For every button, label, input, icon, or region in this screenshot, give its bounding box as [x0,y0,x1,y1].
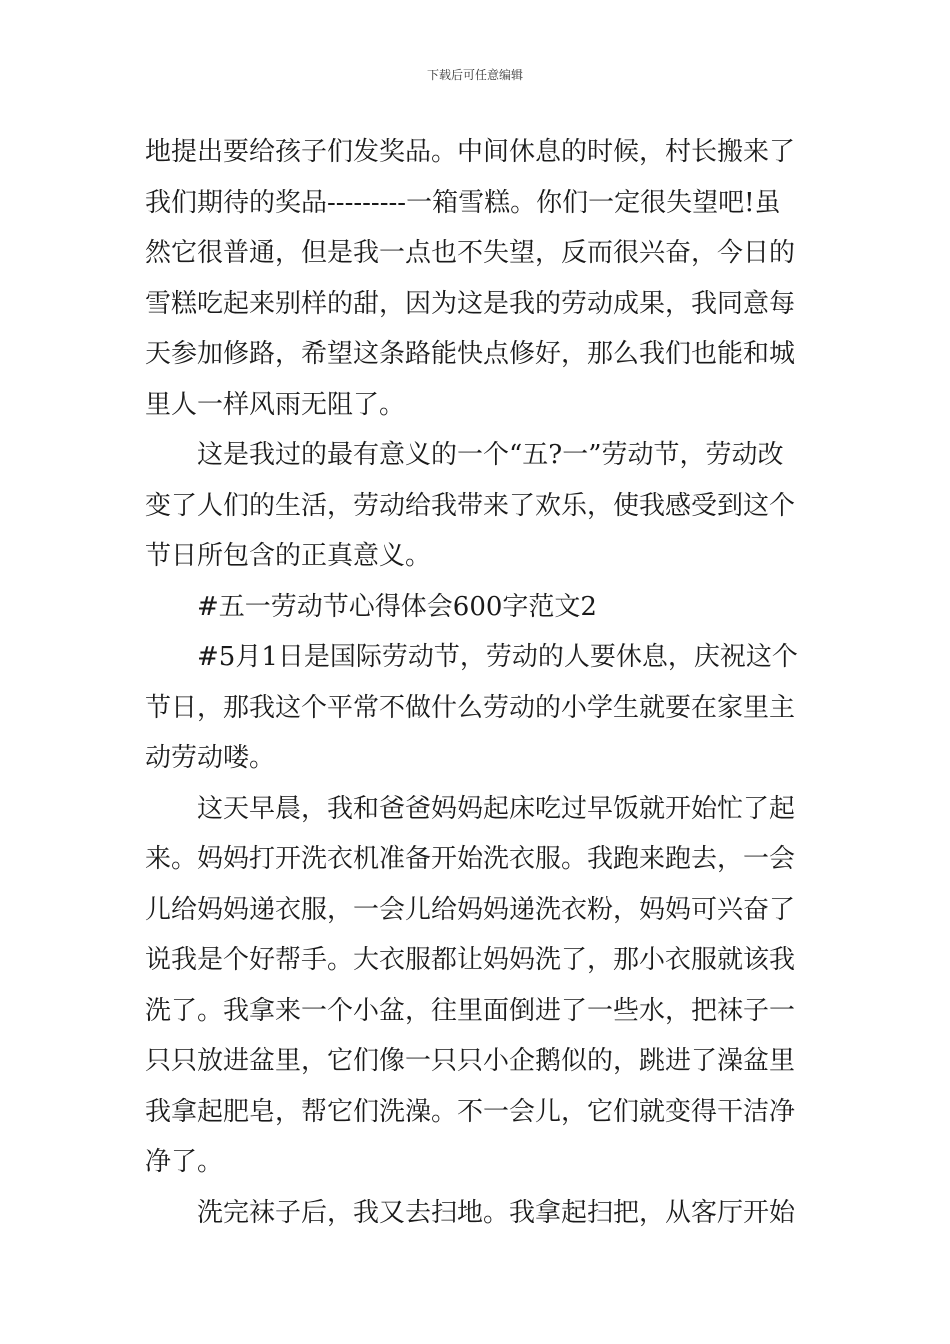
text-line: 里人一样风雨无阻了。 [145,389,406,420]
text-line: 来。妈妈打开洗衣机准备开始洗衣服。我跑来跑去，一会 [145,844,796,874]
text-line: 说我是个好帮手。大衣服都让妈妈洗了，那小衣服就该我 [145,945,796,975]
text-line: 我拿起肥皂，帮它们洗澡。不一会儿，它们就变得干洁净 [145,1096,796,1127]
page-header: 下载后可任意编辑 [426,68,523,82]
text-line: 洗了。我拿来一个小盆，往里面倒进了一些水，把袜子一 [145,995,796,1026]
text-line: 我们期待的奖品---------一箱雪糕。你们一定很失望吧!虽 [145,187,781,218]
text-line: 净了。 [145,1147,224,1177]
text-line: 儿给妈妈递衣服，一会儿给妈妈递洗衣粉，妈妈可兴奋了 [145,894,796,925]
text-line: 地提出要给孩子们发奖品。中间休息的时候，村长搬来了 [145,137,796,167]
text-line: 动劳动喽。 [145,743,276,773]
text-line: 洗完袜子后，我又去扫地。我拿起扫把，从客厅开始 [197,1197,796,1228]
document-body [145,127,810,1238]
text-line: 这是我过的最有意义的一个“五?一”劳动节，劳动改 [197,440,784,470]
text-line: 节日，那我这个平常不做什么劳动的小学生就要在家里主 [145,692,796,723]
text-line: 节日所包含的正真意义。 [145,541,432,571]
text-line: 这天早晨，我和爸爸妈妈起床吃过早饭就开始忙了起 [197,793,796,824]
text-line: #5月1日是国际劳动节，劳动的人要休息，庆祝这个 [197,642,798,672]
text-line: 只只放进盆里，它们像一只只小企鹅似的，跳进了澡盆里 [145,1046,796,1076]
section-heading: #五一劳动节心得体会600字范文2 [197,591,597,622]
text-line: 变了人们的生活，劳动给我带来了欢乐，使我感受到这个 [145,490,796,521]
text-line: 然它很普通，但是我一点也不失望，反而很兴奋，今日的 [145,238,796,268]
text-line: 雪糕吃起来别样的甜，因为这是我的劳动成果，我同意每 [145,288,796,319]
text-line: 天参加修路，希望这条路能快点修好，那么我们也能和城 [145,339,796,369]
